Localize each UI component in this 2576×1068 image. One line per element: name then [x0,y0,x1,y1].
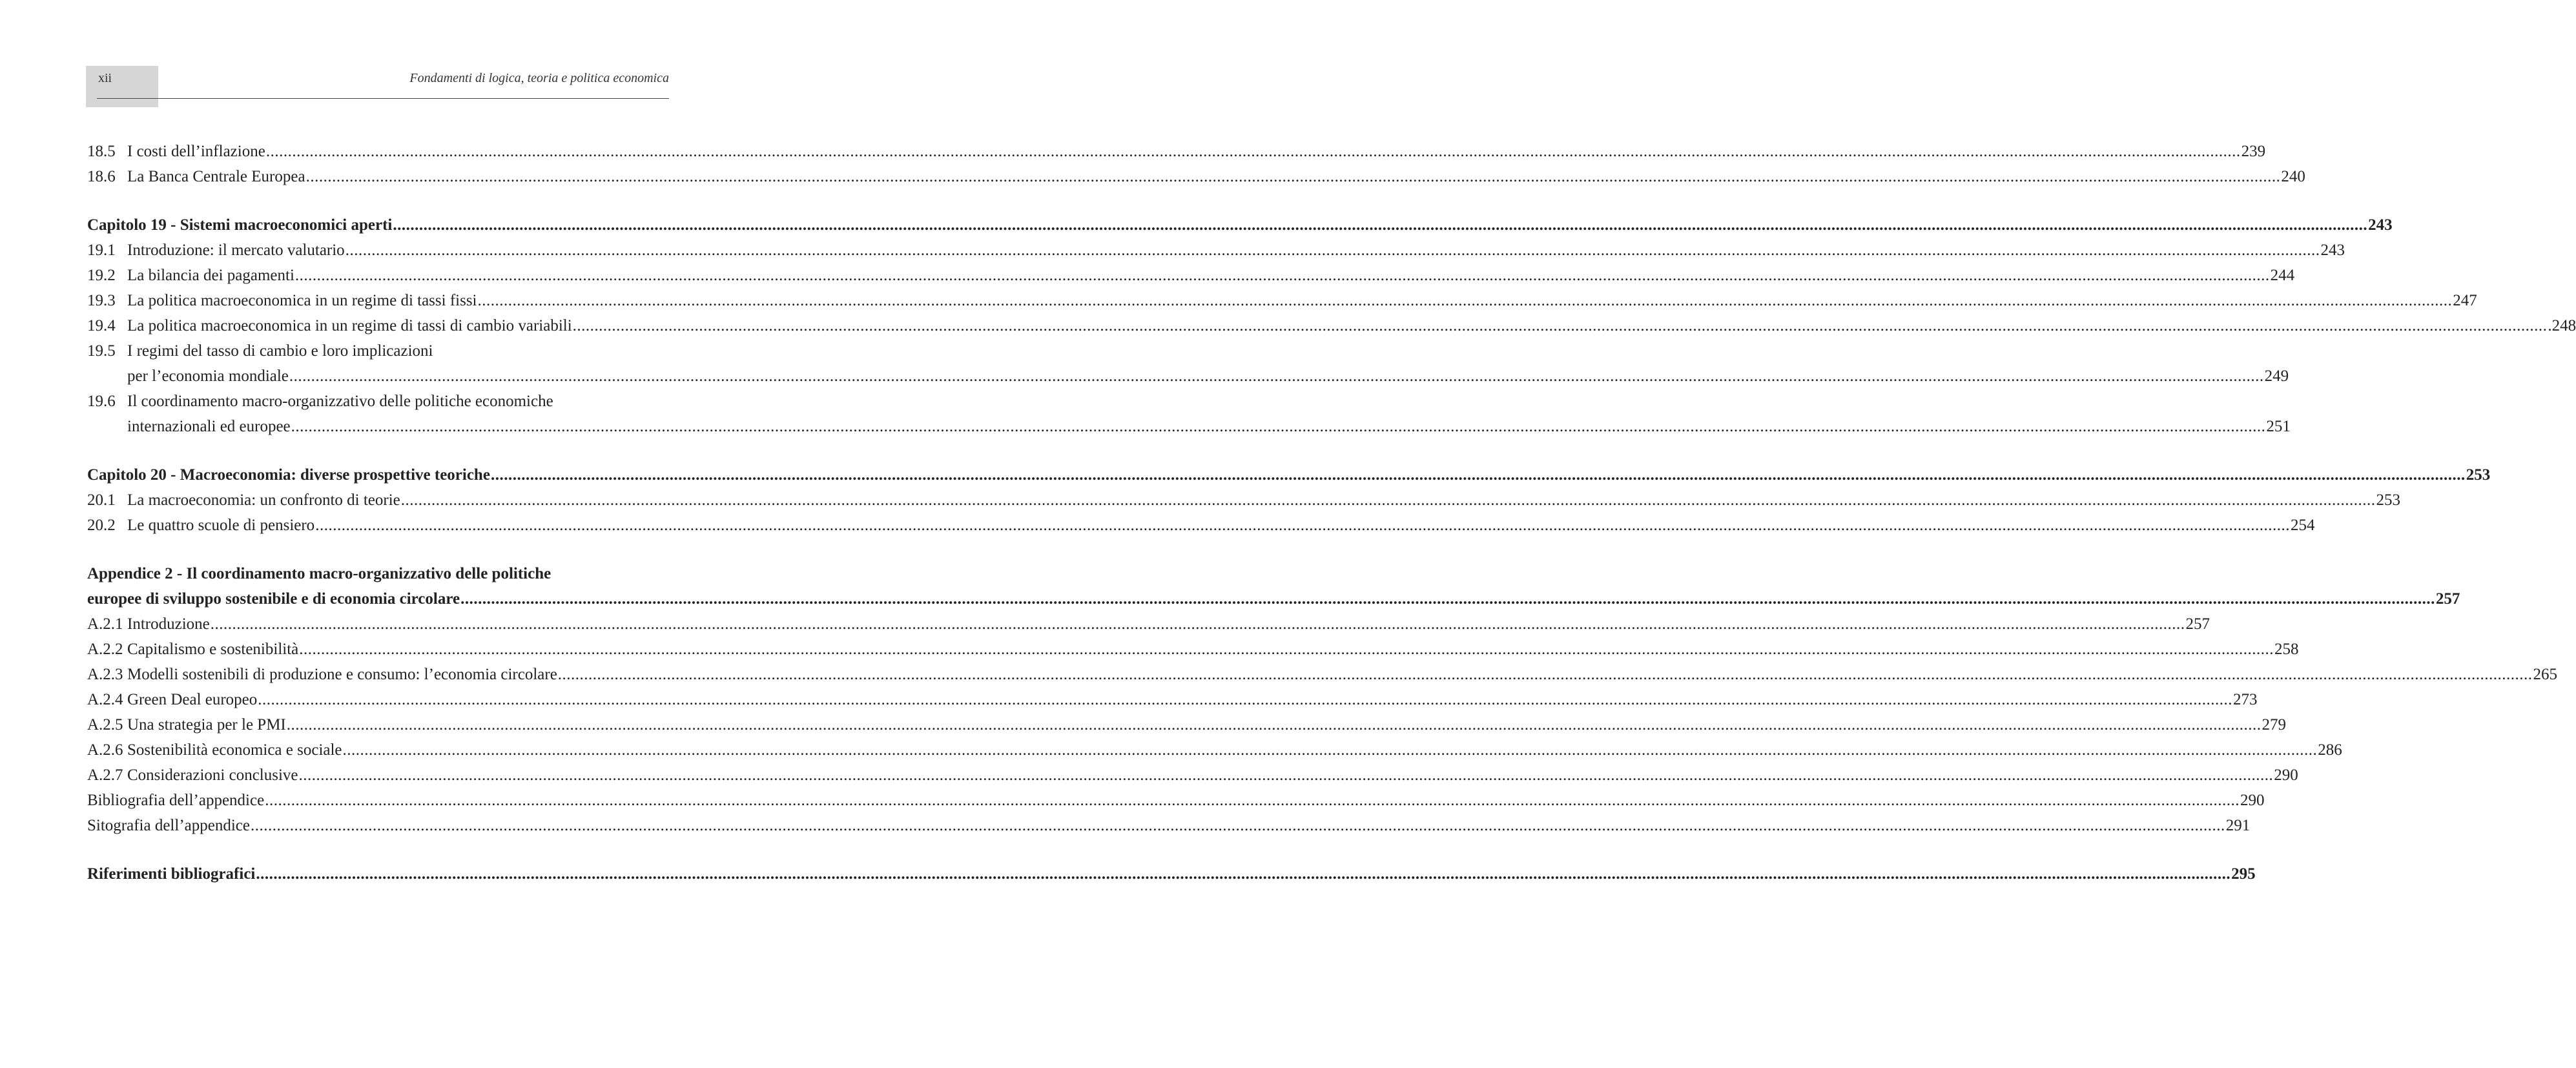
entry-number: 20.1 [87,491,116,509]
leader-dots [211,611,2185,637]
leader-dots [345,238,2320,263]
toc-entry-a-2-6[interactable] [87,737,2342,763]
entry-number: 19.6 [87,393,116,410]
toc-entry-20-2[interactable] [87,513,2315,538]
toc-appendix-2-line2[interactable] [87,586,2460,611]
entry-title: Sitografia dell’appendice [87,817,250,834]
entry-page: 243 [2368,216,2393,234]
entry-number: 19.2 [87,267,116,284]
entry-page: 253 [2466,466,2491,484]
entry-page: 279 [2262,716,2287,734]
table-of-contents [87,139,2576,887]
entry-title: Le quattro scuole di pensiero [127,517,315,534]
entry-number: A.2.7 [87,766,123,784]
toc-entry-19-6-line2[interactable] [87,414,2291,439]
entry-page: 257 [2435,590,2460,608]
toc-entry-19-2[interactable] [87,263,2295,288]
toc-entry-20-1[interactable] [87,488,2401,513]
entry-title: Introduzione [127,615,210,633]
entry-number: 20.2 [87,517,116,534]
toc-entry-a-2-4[interactable] [87,687,2258,712]
entry-number: A.2.1 [87,615,123,633]
leader-dots [343,737,2318,763]
entry-number: A.2.5 [87,716,123,734]
entry-title: Modelli sostenibili di produzione e consumo: l’economia circolare [127,666,557,683]
appendix-title: Appendice 2 - Il coordinamento macro-organizzativo delle politiche [87,565,551,582]
leader-dots [401,488,2376,513]
leader-dots [287,712,2262,737]
chapter-title: Capitolo 20 - Macroeconomia: diverse prospettive teoriche [87,466,490,484]
leader-dots [251,813,2225,838]
entry-title: Capitalismo e sostenibilità [127,641,299,658]
entry-title: Green Deal europeo [127,691,258,708]
entry-number: 19.5 [87,342,116,360]
leader-dots [299,637,2274,662]
toc-entry-a-2-7[interactable] [87,763,2298,788]
leader-dots [558,662,2533,687]
entry-page: 244 [2270,267,2295,284]
appendix-title-continued: europee di sviluppo sostenibile e di economia circolare [87,590,460,608]
entry-page: 247 [2453,292,2477,309]
entry-page: 265 [2533,666,2558,683]
toc-entry-19-4[interactable] [87,313,2576,338]
toc-entry-a-2-5[interactable] [87,712,2287,737]
running-title: Fondamenti di logica, teoria e politica economica [409,71,669,85]
leader-dots [478,288,2453,313]
leader-dots [306,164,2281,189]
entry-title: Considerazioni conclusive [127,766,298,784]
entry-title: Introduzione: il mercato valutario [127,241,345,259]
leader-dots [295,263,2270,288]
entry-number: A.2.3 [87,666,123,683]
leader-dots [289,364,2264,389]
chapter-title: Capitolo 19 - Sistemi macroeconomici aperti [87,216,393,234]
leader-dots [258,687,2232,712]
leader-dots [299,763,2274,788]
leader-dots [265,788,2240,813]
entry-number: A.2.6 [87,741,123,759]
toc-references[interactable] [87,861,2256,887]
entry-page: 273 [2233,691,2258,708]
toc-entry-19-5-line1[interactable] [87,338,669,364]
entry-title: La politica macroeconomica in un regime di tassi di cambio variabili [127,317,572,334]
toc-chapter-20[interactable] [87,462,2491,488]
entry-title: Sostenibilità economica e sociale [127,741,342,759]
toc-entry-bibliography-appendix[interactable] [87,788,2265,813]
toc-entry-a-2-3[interactable] [87,662,2558,687]
entry-page: 253 [2376,491,2401,509]
entry-title: La Banca Centrale Europea [127,168,305,185]
entry-number: 19.3 [87,292,116,309]
entry-number: A.2.2 [87,641,123,658]
entry-number: 19.1 [87,241,116,259]
entry-page: 295 [2231,865,2256,883]
entry-page: 257 [2185,615,2210,633]
toc-entry-18-6[interactable] [87,164,2305,189]
entry-number: 18.6 [87,168,116,185]
entry-title: Bibliografia dell’appendice [87,792,265,809]
entry-page: 286 [2318,741,2342,759]
entry-title-continued: per l’economia mondiale [127,367,289,385]
entry-page: 258 [2274,641,2299,658]
leader-dots [256,861,2231,887]
toc-entry-18-5[interactable] [87,139,2266,164]
entry-page: 249 [2264,367,2289,385]
entry-page: 290 [2240,792,2265,809]
toc-entry-19-1[interactable] [87,238,2345,263]
page-number-background [86,66,158,107]
entry-page: 243 [2320,241,2345,259]
entry-title: La macroeconomia: un confronto di teorie [127,491,400,509]
toc-chapter-19[interactable] [87,212,2393,238]
entry-title: I regimi del tasso di cambio e loro implicazioni [127,342,433,360]
entry-title: La politica macroeconomica in un regime di tassi fissi [127,292,477,309]
toc-entry-19-6-line1[interactable] [87,389,669,414]
toc-entry-sitography-appendix[interactable] [87,813,2251,838]
leader-dots [315,513,2290,538]
entry-number: 19.4 [87,317,116,334]
entry-page: 290 [2274,766,2298,784]
entry-number: 18.5 [87,143,116,160]
entry-number: A.2.4 [87,691,123,708]
header-rule [97,98,669,99]
leader-dots [491,462,2466,488]
entry-title: Una strategia per le PMI [127,716,286,734]
leader-dots [460,586,2435,611]
toc-entry-a-2-1[interactable] [87,611,2210,637]
leader-dots [291,414,2266,439]
entry-page: 291 [2225,817,2251,834]
entry-page: 251 [2266,418,2291,435]
leader-dots [266,139,2241,164]
entry-title-continued: internazionali ed europee [127,418,291,435]
leader-dots [573,313,2548,338]
toc-entry-19-5-line2[interactable] [87,364,2289,389]
entry-page: .248 [2548,317,2576,334]
references-title: Riferimenti bibliografici [87,865,256,883]
toc-entry-a-2-2[interactable] [87,637,2299,662]
entry-page: 239 [2241,143,2266,160]
entry-page: 240 [2281,168,2305,185]
entry-title: Il coordinamento macro-organizzativo delle politiche economiche [127,393,553,410]
page-number: xii [98,71,112,85]
entry-title: I costi dell’inflazione [127,143,265,160]
entry-page: 254 [2290,517,2315,534]
toc-entry-19-3[interactable] [87,288,2477,313]
leader-dots [393,212,2367,238]
entry-title: La bilancia dei pagamenti [127,267,294,284]
toc-appendix-2-line1[interactable] [87,561,669,586]
